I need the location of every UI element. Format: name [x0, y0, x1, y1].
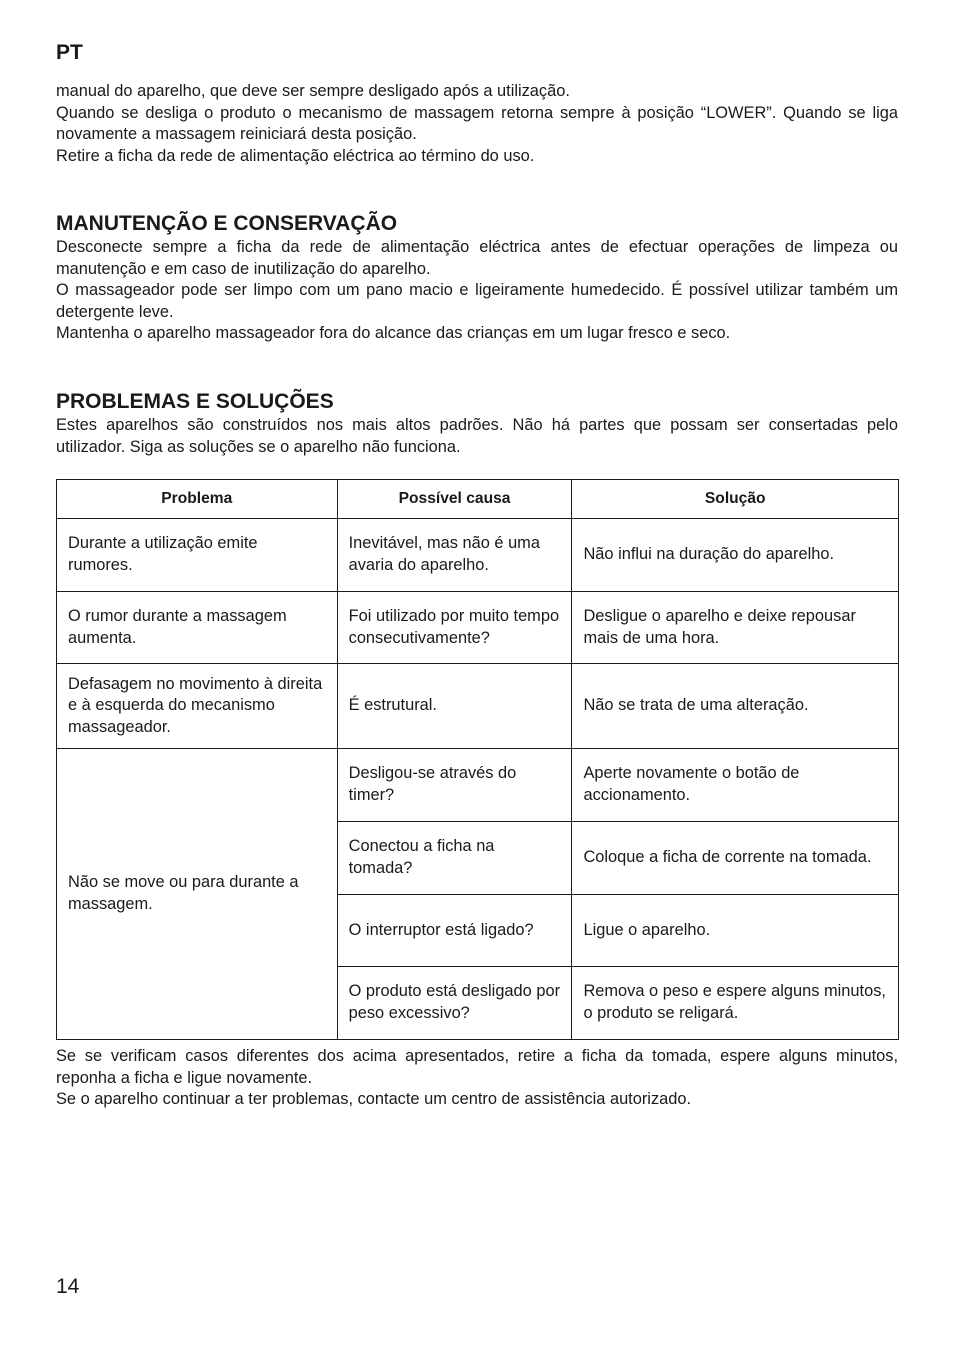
problems-intro — [56, 415, 898, 458]
outro-paragraph: Se o aparelho continuar a ter problemas, contacte um centro de assistência autorizado. — [56, 1090, 692, 1109]
problem-cell: Defasagem no movimento à direita e à esquerda do mecanismo massageador. — [57, 664, 338, 749]
problems-title: PROBLEMAS E SOLUÇÕES — [56, 390, 334, 413]
maintenance-text — [56, 237, 898, 345]
maintenance-paragraph: O massageador pode ser limpo com um pano macio e ligeiramente humedecido. É possível utilizar também um detergente leve. — [56, 281, 898, 321]
solution-cell: Coloque a ficha de corrente na tomada. — [572, 822, 899, 895]
language-label: PT — [56, 41, 83, 64]
maintenance-paragraph: Mantenha o aparelho massageador fora do alcance das crianças em um lugar fresco e seco. — [56, 324, 731, 343]
problem-cell: Não se move ou para durante a massagem. — [57, 749, 338, 1040]
page-number: 14 — [56, 1275, 80, 1298]
solution-cell: Não se trata de uma alteração. — [572, 664, 899, 749]
table-row — [57, 749, 899, 822]
problem-cell: Durante a utilização emite rumores. — [57, 519, 338, 592]
solution-cell: Não influi na duração do aparelho. — [572, 519, 899, 592]
cause-cell: O produto está desligado por peso excessivo? — [337, 967, 572, 1040]
solution-cell: Desligue o aparelho e deixe repousar mais de uma hora. — [572, 592, 899, 664]
cause-cell: Foi utilizado por muito tempo consecutivamente? — [337, 592, 572, 664]
header-cause: Possível causa — [337, 480, 572, 519]
table-row — [57, 664, 899, 749]
cause-cell: O interruptor está ligado? — [337, 895, 572, 967]
cause-cell: Desligou-se através do timer? — [337, 749, 572, 822]
solution-cell: Aperte novamente o botão de accionamento. — [572, 749, 899, 822]
table-row — [57, 592, 899, 664]
solution-cell: Ligue o aparelho. — [572, 895, 899, 967]
cause-cell: Inevitável, mas não é uma avaria do aparelho. — [337, 519, 572, 592]
table-header-row — [57, 480, 899, 519]
intro-paragraph: Retire a ficha da rede de alimentação eléctrica ao término do uso. — [56, 146, 535, 165]
maintenance-paragraph: Desconecte sempre a ficha da rede de alimentação eléctrica antes de efectuar operações de limpeza ou manutenção e em caso de inutilização do aparelho. — [56, 238, 898, 278]
troubleshooting-table — [56, 479, 899, 1040]
cause-cell: É estrutural. — [337, 664, 572, 749]
intro-paragraph: manual do aparelho, que deve ser sempre desligado após a utilização. — [56, 82, 570, 100]
cause-cell: Conectou a ficha na tomada? — [337, 822, 572, 895]
header-problem: Problema — [57, 480, 338, 519]
problems-outro — [56, 1046, 898, 1111]
problem-cell: O rumor durante a massagem aumenta. — [57, 592, 338, 664]
outro-paragraph: Se se verificam casos diferentes dos acima apresentados, retire a ficha da tomada, espere alguns minutos, reponha a ficha e ligue novamente. — [56, 1047, 898, 1087]
intro-paragraph: Quando se desliga o produto o mecanismo de massagem retorna sempre à posição “LOWER”. Quando se liga novamente a massagem reiniciará desta posição. — [56, 103, 898, 144]
solution-cell: Remova o peso e espere alguns minutos, o produto se religará. — [572, 967, 899, 1040]
maintenance-title: MANUTENÇÃO E CONSERVAÇÃO — [56, 212, 398, 235]
problems-intro-paragraph: Estes aparelhos são construídos nos mais altos padrões. Não há partes que possam ser consertadas pelo utilizador. Siga as soluções se o aparelho não funciona. — [56, 416, 898, 456]
table-row — [57, 519, 899, 592]
header-solution: Solução — [572, 480, 899, 519]
intro-text — [56, 81, 898, 167]
